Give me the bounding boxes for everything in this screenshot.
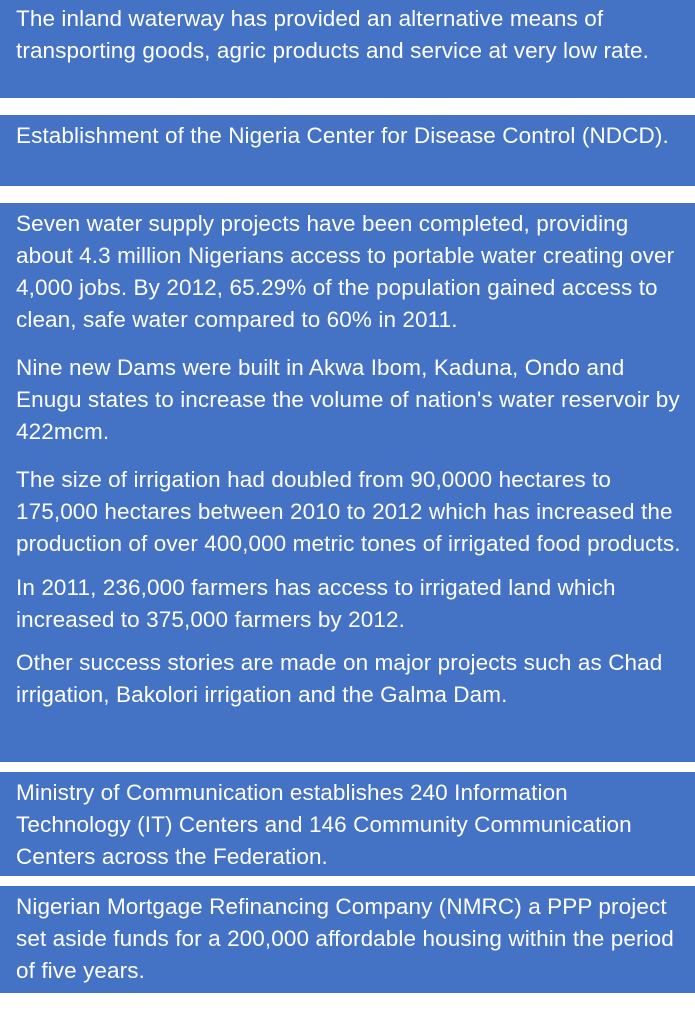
- achievement-block-ncdc: [0, 115, 695, 186]
- paragraph-other-projects: Other success stories are made on major projects such as Chad irrigation, Bakolori irrigation and the Galma Dam.: [16, 650, 663, 707]
- paragraph-irrigation-size: The size of irrigation had doubled from 90,0000 hectares to 175,000 hectares between 2010 to 2012 which has increased the production of over 400,000 metric tones of irrigated food products.: [16, 467, 681, 556]
- achievement-block-water-resources: [0, 203, 695, 762]
- paragraph-communication: Ministry of Communication establishes 240 Information Technology (IT) Centers and 146 Community Communication Centers across the Federation.: [16, 780, 632, 869]
- paragraph-farmers: In 2011, 236,000 farmers has access to irrigated land which increased to 375,000 farmers by 2012.: [16, 575, 616, 632]
- paragraph-water-supply: Seven water supply projects have been completed, providing about 4.3 million Nigerians access to portable water creating over 4,000 jobs. By 2012, 65.29% of the population gained access to clean, safe water compared to 60% in 2011.: [16, 211, 675, 332]
- paragraph-ncdc: Establishment of the Nigeria Center for Disease Control (NDCD).: [16, 123, 669, 148]
- achievement-block-communication: [0, 772, 695, 876]
- achievement-block-waterway: [0, 0, 695, 98]
- paragraph-mortgage: Nigerian Mortgage Refinancing Company (NMRC) a PPP project set aside funds for a 200,000 affordable housing within the period of five years.: [16, 894, 674, 983]
- paragraph-waterway: The inland waterway has provided an alternative means of transporting goods, agric products and service at very low rate.: [16, 6, 649, 63]
- paragraph-dams: Nine new Dams were built in Akwa Ibom, Kaduna, Ondo and Enugu states to increase the volume of nation's water reservoir by 422mcm.: [16, 355, 680, 444]
- achievement-block-mortgage: [0, 886, 695, 993]
